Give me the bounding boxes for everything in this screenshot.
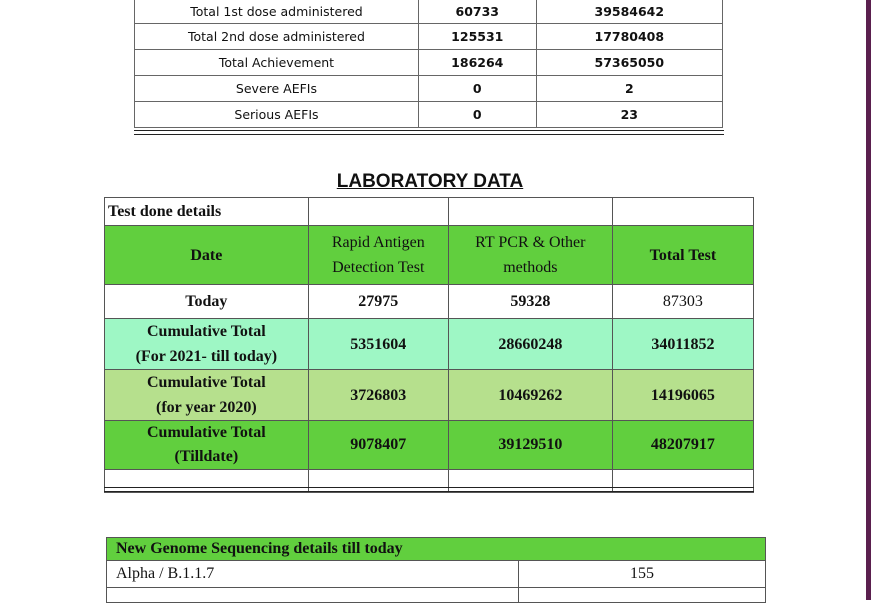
- variant-count: 155: [519, 561, 766, 588]
- label-line: (For 2021- till today): [135, 348, 278, 365]
- vax-cumulative-cell: 17780408: [536, 24, 722, 50]
- table-row: [135, 0, 723, 24]
- label-line: Cumulative Total: [147, 374, 266, 391]
- header-line: methods: [503, 259, 558, 276]
- empty-cell: [448, 198, 612, 226]
- vax-today-cell: 125531: [418, 24, 536, 50]
- vax-today-cell: 0: [418, 76, 536, 102]
- vaccination-table: [134, 0, 723, 128]
- laboratory-table-bottom-rule: [104, 487, 754, 492]
- table-caption-row: [105, 198, 754, 226]
- table-row: [105, 421, 754, 470]
- header-line: Rapid Antigen: [331, 234, 425, 251]
- page-right-border: [866, 0, 871, 600]
- vax-today-cell: 60733: [418, 0, 536, 24]
- vax-cumulative-cell: 39584642: [536, 0, 722, 24]
- table-row: [105, 285, 754, 319]
- rtpcr-value: 28660248: [448, 319, 612, 370]
- label-line: (Tilldate): [174, 448, 239, 465]
- table-header-row: [105, 226, 754, 285]
- table-row: [135, 24, 723, 50]
- label-line: Cumulative Total: [147, 424, 266, 441]
- empty-cell: [612, 198, 753, 226]
- rtpcr-value: 10469262: [448, 370, 612, 421]
- genome-title: New Genome Sequencing details till today: [107, 538, 766, 561]
- vax-cumulative-cell: 2: [536, 76, 722, 102]
- vax-today-cell: 0: [418, 102, 536, 128]
- rtpcr-value: 39129510: [448, 421, 612, 470]
- laboratory-table: [104, 197, 754, 493]
- laboratory-data-title: LABORATORY DATA: [336, 171, 524, 192]
- row-label: [105, 370, 309, 421]
- vax-label-cell: Serious AEFIs: [135, 102, 419, 128]
- rat-value: 5351604: [308, 319, 448, 370]
- table-row: [105, 319, 754, 370]
- vaccination-table-wrapper: [134, 0, 724, 128]
- header-total-test: Total Test: [612, 226, 753, 285]
- total-value: 14196065: [612, 370, 753, 421]
- header-line: RT PCR & Other: [475, 234, 586, 251]
- row-label: [105, 319, 309, 370]
- rat-value: 9078407: [308, 421, 448, 470]
- label-line: (for year 2020): [155, 399, 257, 416]
- header-rt-pcr: [448, 226, 612, 285]
- table-row: [135, 102, 723, 128]
- header-rapid-antigen: [308, 226, 448, 285]
- row-label: [105, 421, 309, 470]
- vax-today-cell: 186264: [418, 50, 536, 76]
- table-row: [107, 561, 766, 588]
- total-value: 87303: [612, 285, 753, 319]
- table-row: [105, 370, 754, 421]
- label-line: Cumulative Total: [147, 323, 266, 340]
- rtpcr-value: 59328: [448, 285, 612, 319]
- table-header-row: [107, 538, 766, 561]
- empty-cell: [519, 588, 766, 603]
- test-done-details-caption: Test done details: [105, 198, 309, 226]
- table-row: [107, 588, 766, 603]
- vax-cumulative-cell: 23: [536, 102, 722, 128]
- vaccination-table-bottom-rule: [134, 130, 724, 135]
- header-line: Detection Test: [332, 259, 425, 276]
- total-value: 34011852: [612, 319, 753, 370]
- vax-label-cell: Severe AEFIs: [135, 76, 419, 102]
- table-row: [135, 50, 723, 76]
- vax-label-cell: Total 2nd dose administered: [135, 24, 419, 50]
- rat-value: 3726803: [308, 370, 448, 421]
- table-row: [135, 76, 723, 102]
- row-label: Today: [105, 285, 309, 319]
- variant-name: Alpha / B.1.1.7: [107, 561, 519, 588]
- rat-value: 27975: [308, 285, 448, 319]
- vax-label-cell: Total 1st dose administered: [135, 0, 419, 24]
- genome-sequencing-table: [106, 537, 766, 603]
- header-date: Date: [105, 226, 309, 285]
- total-value: 48207917: [612, 421, 753, 470]
- empty-cell: [107, 588, 519, 603]
- vax-cumulative-cell: 57365050: [536, 50, 722, 76]
- empty-cell: [308, 198, 448, 226]
- vax-label-cell: Total Achievement: [135, 50, 419, 76]
